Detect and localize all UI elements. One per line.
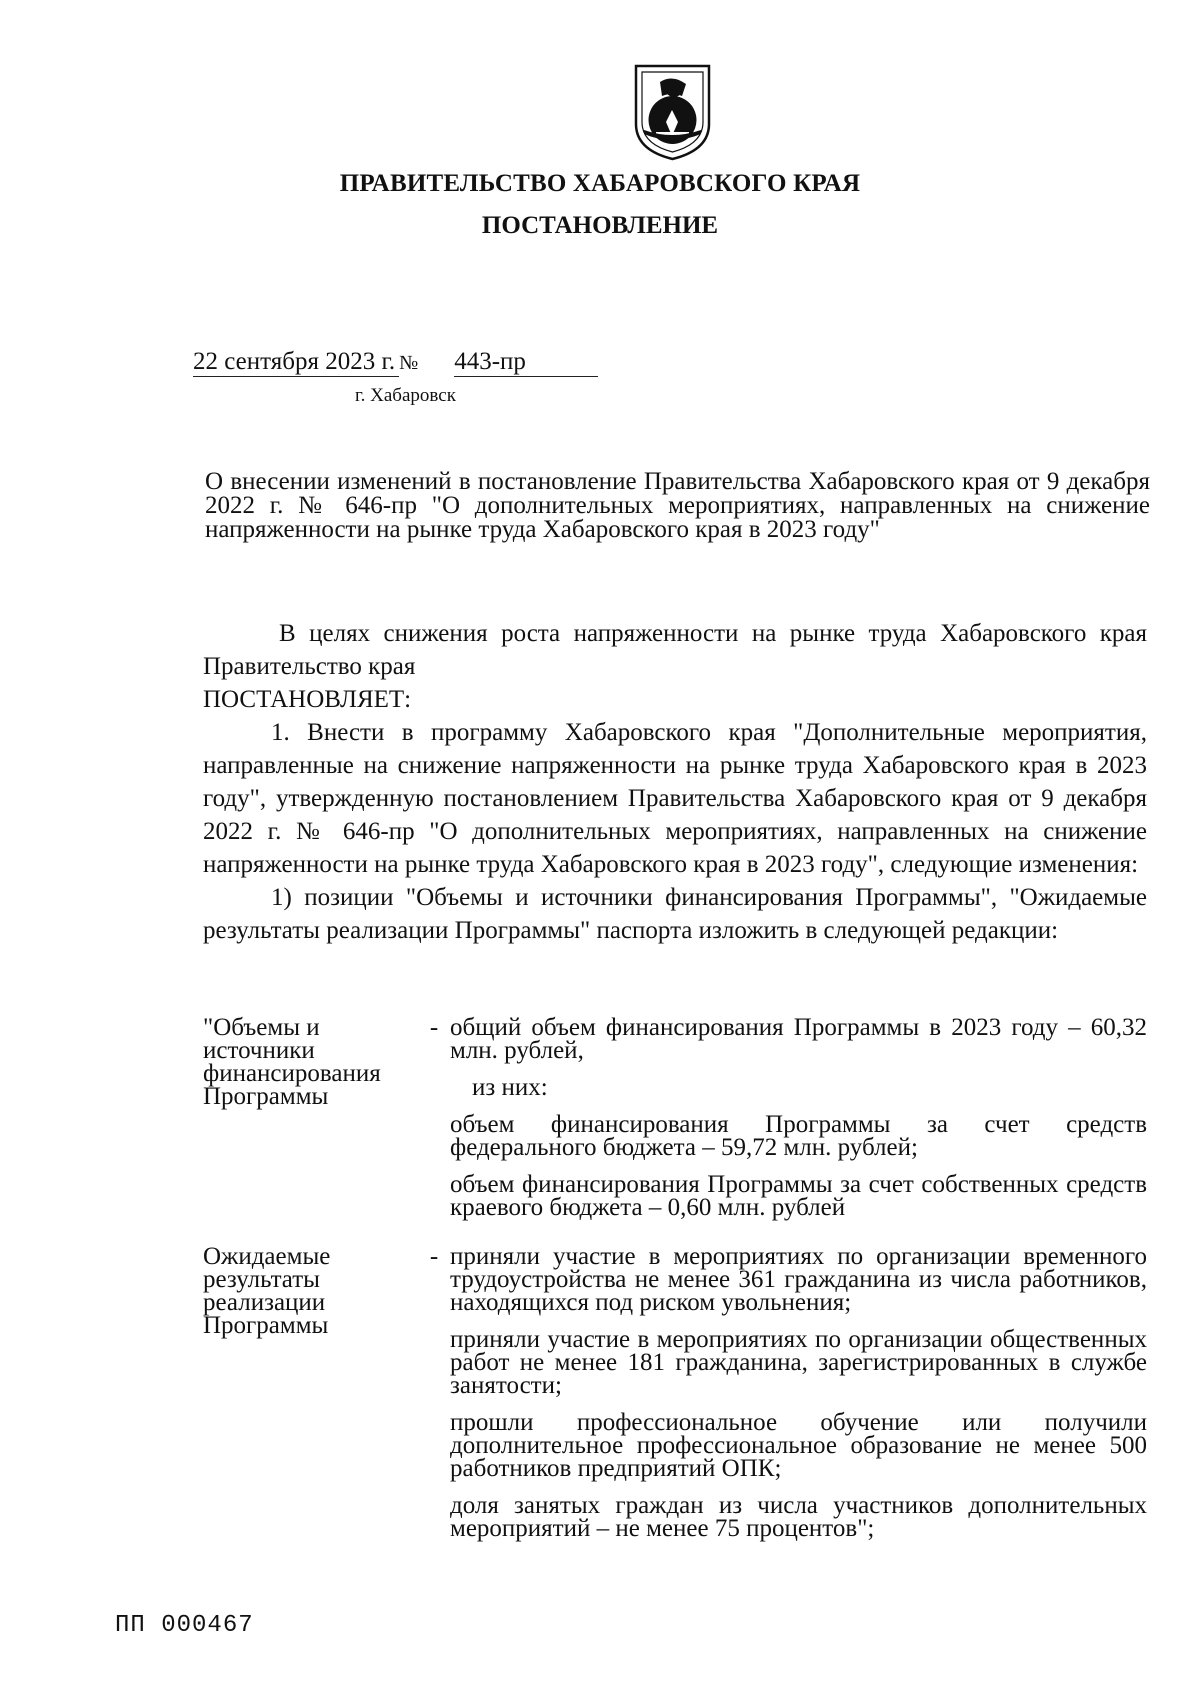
- coat-of-arms-emblem: [630, 62, 715, 162]
- passport-label-funding: "Объемы и источники финансирования Программы: [203, 1014, 381, 1110]
- passport-table: [203, 1016, 1147, 1566]
- passport-dash: -: [429, 1243, 439, 1270]
- document-date: 22 сентября 2023 г.: [193, 348, 399, 377]
- passport-items-funding: [450, 1016, 1147, 1233]
- funding-of-them: из них:: [472, 1074, 548, 1101]
- passport-row-funding: [203, 1016, 1147, 1233]
- number-sign: №: [399, 352, 419, 374]
- passport-row-results: [203, 1245, 1147, 1554]
- funding-federal: объем финансирования Программы за счет средств федерального бюджета – 59,72 млн. рублей;: [450, 1111, 1147, 1161]
- funding-total: общий объем финансирования Программы в 2023 году – 60,32 млн. рублей,: [450, 1014, 1147, 1064]
- document-city: г. Хабаровск: [355, 385, 456, 406]
- passport-label-results: Ожидаемые результаты реализации Программы: [203, 1243, 331, 1339]
- document-body: [203, 617, 1147, 947]
- government-title: ПРАВИТЕЛЬСТВО ХАБАРОВСКОГО КРАЯ: [339, 170, 861, 197]
- document-type-title: ПОСТАНОВЛЕНИЕ: [481, 212, 719, 239]
- passport-items-results: [450, 1245, 1147, 1554]
- result-item: приняли участие в мероприятиях по организации общественных работ не менее 181 гражданина, зарегистрированных в службе занятости;: [450, 1326, 1147, 1399]
- item-1-paragraph: 1. Внести в программу Хабаровского края "Дополнительные мероприятия, направленные на снижение напряженности на рынке труда Хабаровского края в 2023 году", утвержденную постановлением Правительства Хабаровского края от 9 декабря 2022 г. № 646-пр "О дополнительных мероприятиях, направленных на снижение напряженности на рынке труда Хабаровского края в 2023 году", следующие изменения:: [203, 719, 1147, 878]
- document-number: 443-пр: [454, 348, 598, 377]
- date-number-line: [193, 348, 598, 377]
- form-serial-code: ПП 000467: [115, 1612, 254, 1639]
- result-item: приняли участие в мероприятиях по организации временного трудоустройства не менее 361 гражданина из числа работников, находящихся под риском увольнения;: [450, 1243, 1147, 1316]
- document-subject: О внесении изменений в постановление Правительства Хабаровского края от 9 декабря 2022 г. № 646-пр "О дополнительных мероприятиях, направленных на снижение напряженности на рынке труда Хабаровского края в 2023 году": [205, 468, 1150, 543]
- result-item: прошли профессиональное обучение или получили дополнительное профессиональное образование не менее 500 работников предприятий ОПК;: [450, 1409, 1147, 1482]
- item-1-1-paragraph: 1) позиции "Объемы и источники финансирования Программы", "Ожидаемые результаты реализации Программы" паспорта изложить в следующей редакции:: [203, 884, 1147, 944]
- funding-regional: объем финансирования Программы за счет собственных средств краевого бюджета – 0,60 млн. рублей: [450, 1171, 1147, 1221]
- result-item: доля занятых граждан из числа участников дополнительных мероприятий – не менее 75 процентов";: [450, 1492, 1147, 1542]
- passport-dash: -: [429, 1014, 439, 1041]
- resolves-heading: ПОСТАНОВЛЯЕТ:: [203, 686, 412, 713]
- intro-paragraph: В целях снижения роста напряженности на рынке труда Хабаровского края Правительство края: [203, 620, 1147, 680]
